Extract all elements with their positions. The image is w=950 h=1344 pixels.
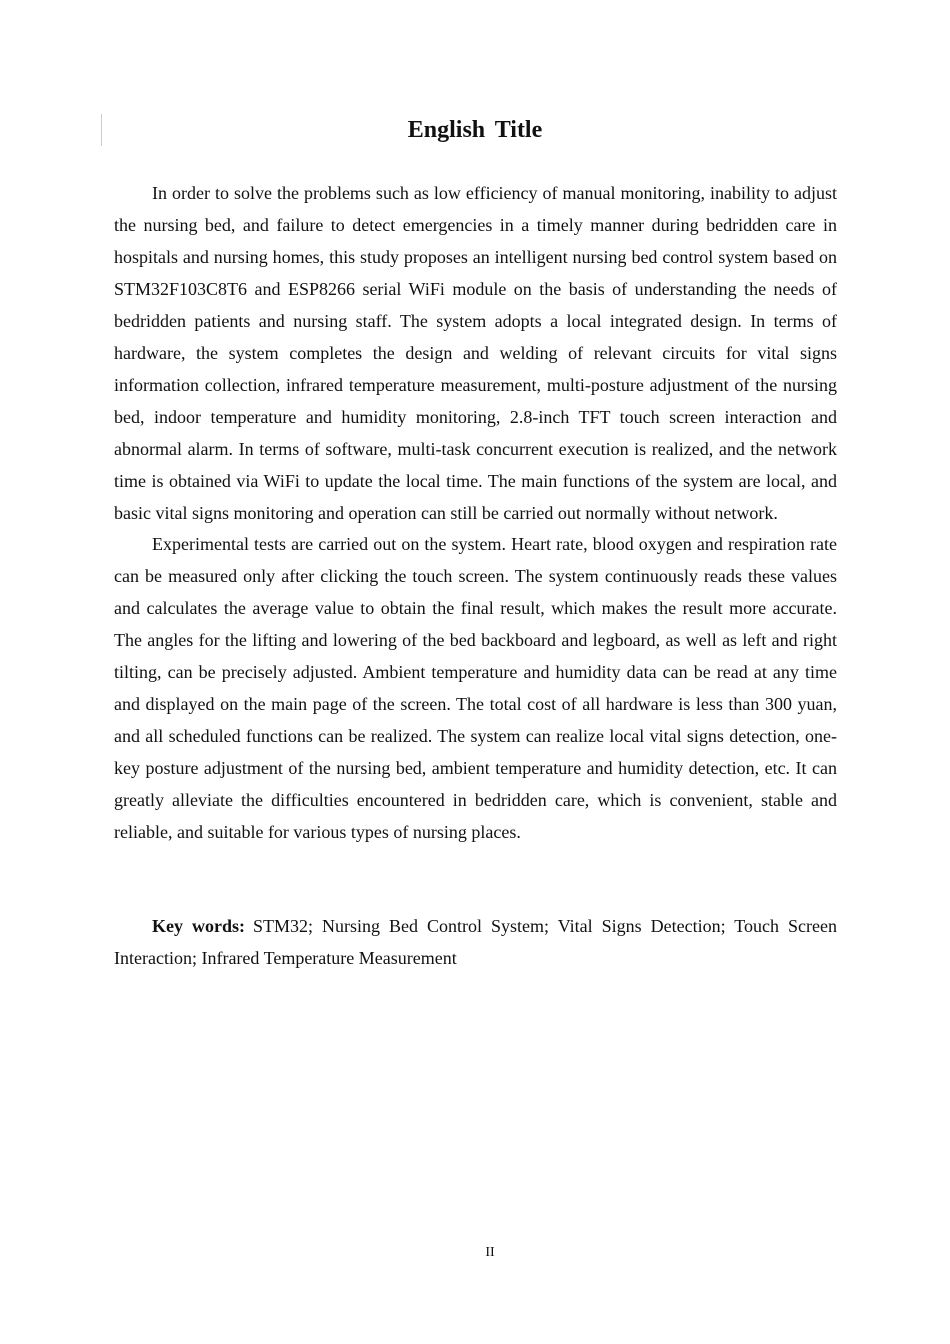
keywords-label: Key words: bbox=[152, 916, 245, 936]
page-number: II bbox=[485, 1245, 495, 1260]
keywords-section bbox=[114, 911, 837, 975]
abstract-body bbox=[114, 178, 837, 849]
abstract-paragraph-1: In order to solve the problems such as low efficiency of manual monitoring, inability to adjust the nursing bed, and failure to detect emergencies in a timely manner during bedridden care in hospitals and nursing homes, this study proposes an intelligent nursing bed control system based on STM32F103C8T6 and ESP8266 serial WiFi module on the basis of understanding the needs of bedridden patients and nursing staff. The system adopts a local integrated design. In terms of hardware, the system completes the design and welding of relevant circuits for vital signs information collection, infrared temperature measurement, multi-posture adjustment of the nursing bed, indoor temperature and humidity monitoring, 2.8-inch TFT touch screen interaction and abnormal alarm. In terms of software, multi-task concurrent execution is realized, and the network time is obtained via WiFi to update the local time. The main functions of the system are local, and basic vital signs monitoring and operation can still be carried out normally without network. bbox=[114, 183, 837, 523]
abstract-paragraph-2: Experimental tests are carried out on the system. Heart rate, blood oxygen and respiration rate can be measured only after clicking the touch screen. The system continuously reads these values and calculates the average value to obtain the final result, which makes the result more accurate. The angles for the lifting and lowering of the bed backboard and legboard, as well as left and right tilting, can be precisely adjusted. Ambient temperature and humidity data can be read at any time and displayed on the main page of the screen. The total cost of all hardware is less than 300 yuan, and all scheduled functions can be realized. The system can realize local vital signs detection, one-key posture adjustment of the nursing bed, ambient temperature and humidity detection, etc. It can greatly alleviate the difficulties encountered in bedridden care, which is convenient, stable and reliable, and suitable for various types of nursing places. bbox=[114, 534, 837, 843]
keywords-text: STM32; Nursing Bed Control System; Vital Signs Detection; Touch Screen Interaction; Infrared Temperature Measurement bbox=[114, 916, 837, 968]
page-title: English Title bbox=[407, 117, 543, 143]
